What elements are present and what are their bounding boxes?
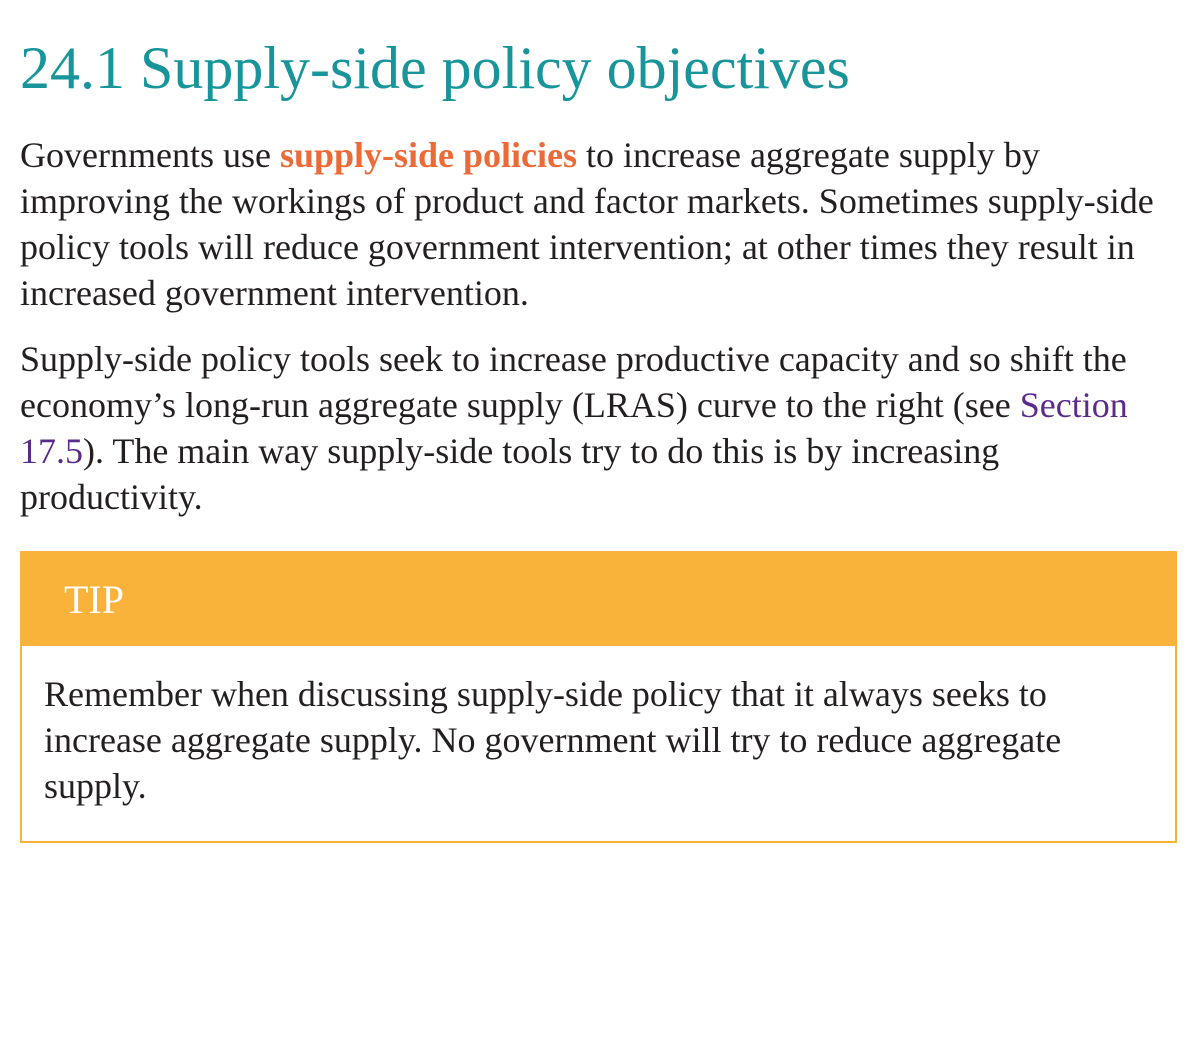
tip-label: TIP bbox=[64, 577, 124, 622]
tip-text: Remember when discussing supply-side policy that it always seeks to increase aggregate supply. No government will try to reduce aggregate supply. bbox=[44, 674, 1062, 806]
tip-header bbox=[22, 553, 1175, 646]
intro-text-start: Governments use bbox=[20, 135, 280, 175]
second-text-start: Supply-side policy tools seek to increase productive capacity and so shift the economy’s long-run aggregate supply (LRAS) curve to the right (see bbox=[20, 339, 1127, 425]
tip-box bbox=[20, 551, 1177, 843]
intro-text-end: to increase aggregate supply by improving the workings of product and factor markets. Sometimes supply-side policy tools will reduce government intervention; at other times they result in increased government intervention. bbox=[20, 135, 1154, 313]
section-17-5-link[interactable]: Section 17.5 bbox=[20, 385, 1128, 471]
second-text-end: ). The main way supply-side tools try to do this is by increasing productivity. bbox=[20, 431, 1000, 517]
key-term-supply-side-policies[interactable]: supply-side policies bbox=[279, 135, 578, 175]
section-heading: 24.1 Supply-side policy objectives bbox=[20, 35, 850, 101]
page-content bbox=[20, 32, 1182, 520]
second-paragraph bbox=[20, 336, 1182, 520]
intro-paragraph bbox=[20, 132, 1182, 316]
